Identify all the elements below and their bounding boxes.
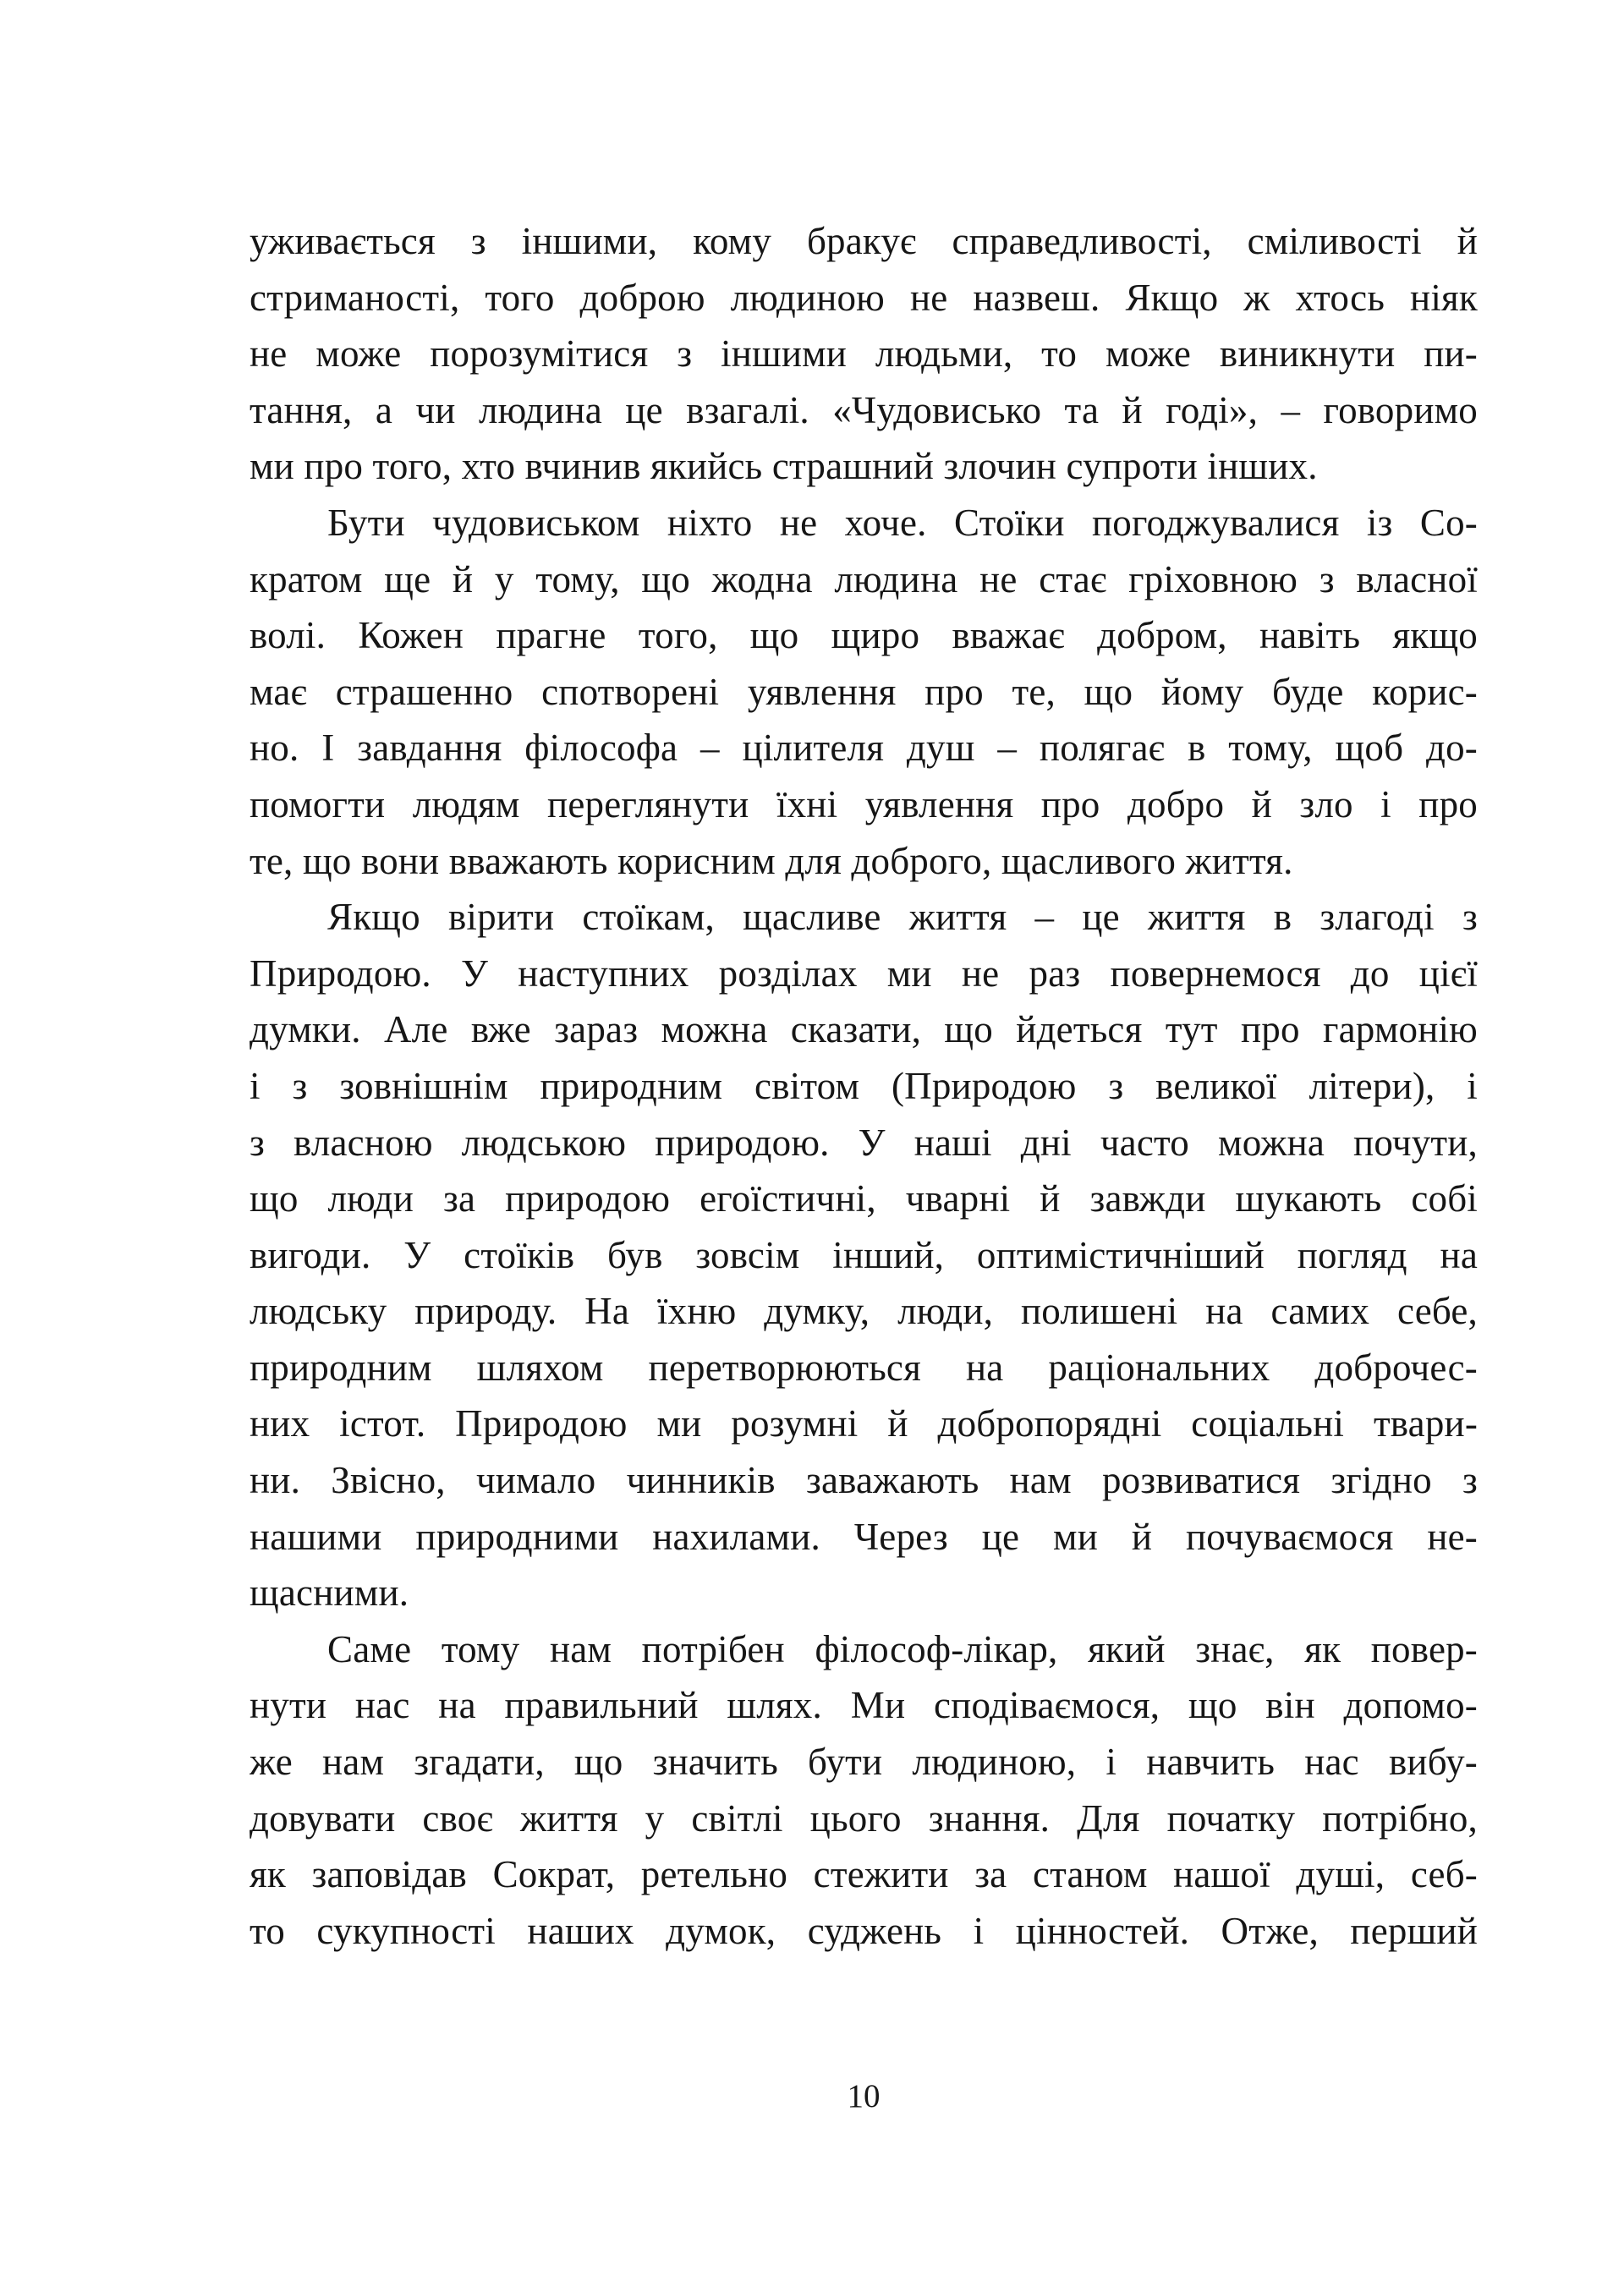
page-number: 10: [847, 2078, 881, 2114]
text-line: нути нас на правильний шлях. Ми сподіваємося, що він допомо-: [250, 1684, 1478, 1727]
text-line: думки. Але вже зараз можна сказати, що йдеться тут про гармонію: [250, 1008, 1478, 1051]
text-line: помогти людям переглянути їхні уявлення про добро й зло і про: [250, 782, 1478, 825]
text-line: волі. Кожен прагне того, що щиро вважає добром, навіть якщо: [250, 614, 1478, 657]
text-line: тання, а чи людина це взагалі. «Чудовисько та й годі», – говоримо: [250, 388, 1478, 431]
text-line: ми про того, хто вчинив якийсь страшний злочин супроти інших.: [250, 445, 1318, 488]
text-line: не може порозумітися з іншими людьми, то може виникнути пи-: [250, 332, 1478, 376]
text-line: ни. Звісно, чимало чинників заважають нам розвиватися згідно з: [250, 1459, 1478, 1502]
text-line: нашими природними нахилами. Через це ми й почуваємося не-: [250, 1515, 1478, 1558]
text-line: довувати своє життя у світлі цього знання. Для початку потрібно,: [250, 1796, 1478, 1840]
text-line: то сукупності наших думок, суджень і цінностей. Отже, перший: [250, 1909, 1478, 1952]
text-line: них істот. Природою ми розумні й добропорядні соціальні твари-: [250, 1402, 1478, 1445]
text-line: Якщо вірити стоїкам, щасливе життя – це життя в злагоді з: [327, 896, 1478, 939]
text-line: Бути чудовиськом ніхто не хоче. Стоїки погоджувалися із Со-: [327, 501, 1478, 544]
text-line: уживається з іншими, кому бракує справедливості, сміливості й: [250, 220, 1478, 262]
text-line: з власною людською природою. У наші дні часто можна почути,: [250, 1121, 1478, 1164]
text-line: же нам згадати, що значить бути людиною, і навчить нас вибу-: [250, 1741, 1478, 1784]
text-line: людську природу. На їхню думку, люди, полишені на самих себе,: [250, 1290, 1478, 1333]
text-line: стриманості, того доброю людиною не назвеш. Якщо ж хтось ніяк: [250, 276, 1478, 319]
text-line: природним шляхом перетворюються на раціональних доброчес-: [250, 1346, 1478, 1389]
text-block: [250, 213, 1478, 1959]
text-line: як заповідав Сократ, ретельно стежити за станом нашої душі, себ-: [250, 1853, 1478, 1896]
text-line: що люди за природою егоїстичні, чварні й завжди шукають собі: [250, 1177, 1478, 1220]
text-line: має страшенно спотворені уявлення про те, що йому буде корис-: [250, 670, 1478, 713]
text-line: Природою. У наступних розділах ми не раз повернемося до цієї: [250, 952, 1478, 995]
text-line: і з зовнішнім природним світом (Природою з великої літери), і: [250, 1064, 1478, 1107]
text-line: щасними.: [250, 1571, 409, 1615]
text-line: Саме тому нам потрібен філософ-лікар, який знає, як повер-: [327, 1627, 1478, 1670]
text-line: вигоди. У стоїків був зовсім інший, оптимістичніший погляд на: [250, 1233, 1478, 1276]
text-line: те, що вони вважають корисним для доброго, щасливого життя.: [250, 839, 1293, 882]
text-line: но. І завдання філософа – цілителя душ – полягає в тому, щоб до-: [250, 727, 1478, 770]
text-line: кратом ще й у тому, що жодна людина не стає гріховною з власної: [250, 557, 1478, 601]
